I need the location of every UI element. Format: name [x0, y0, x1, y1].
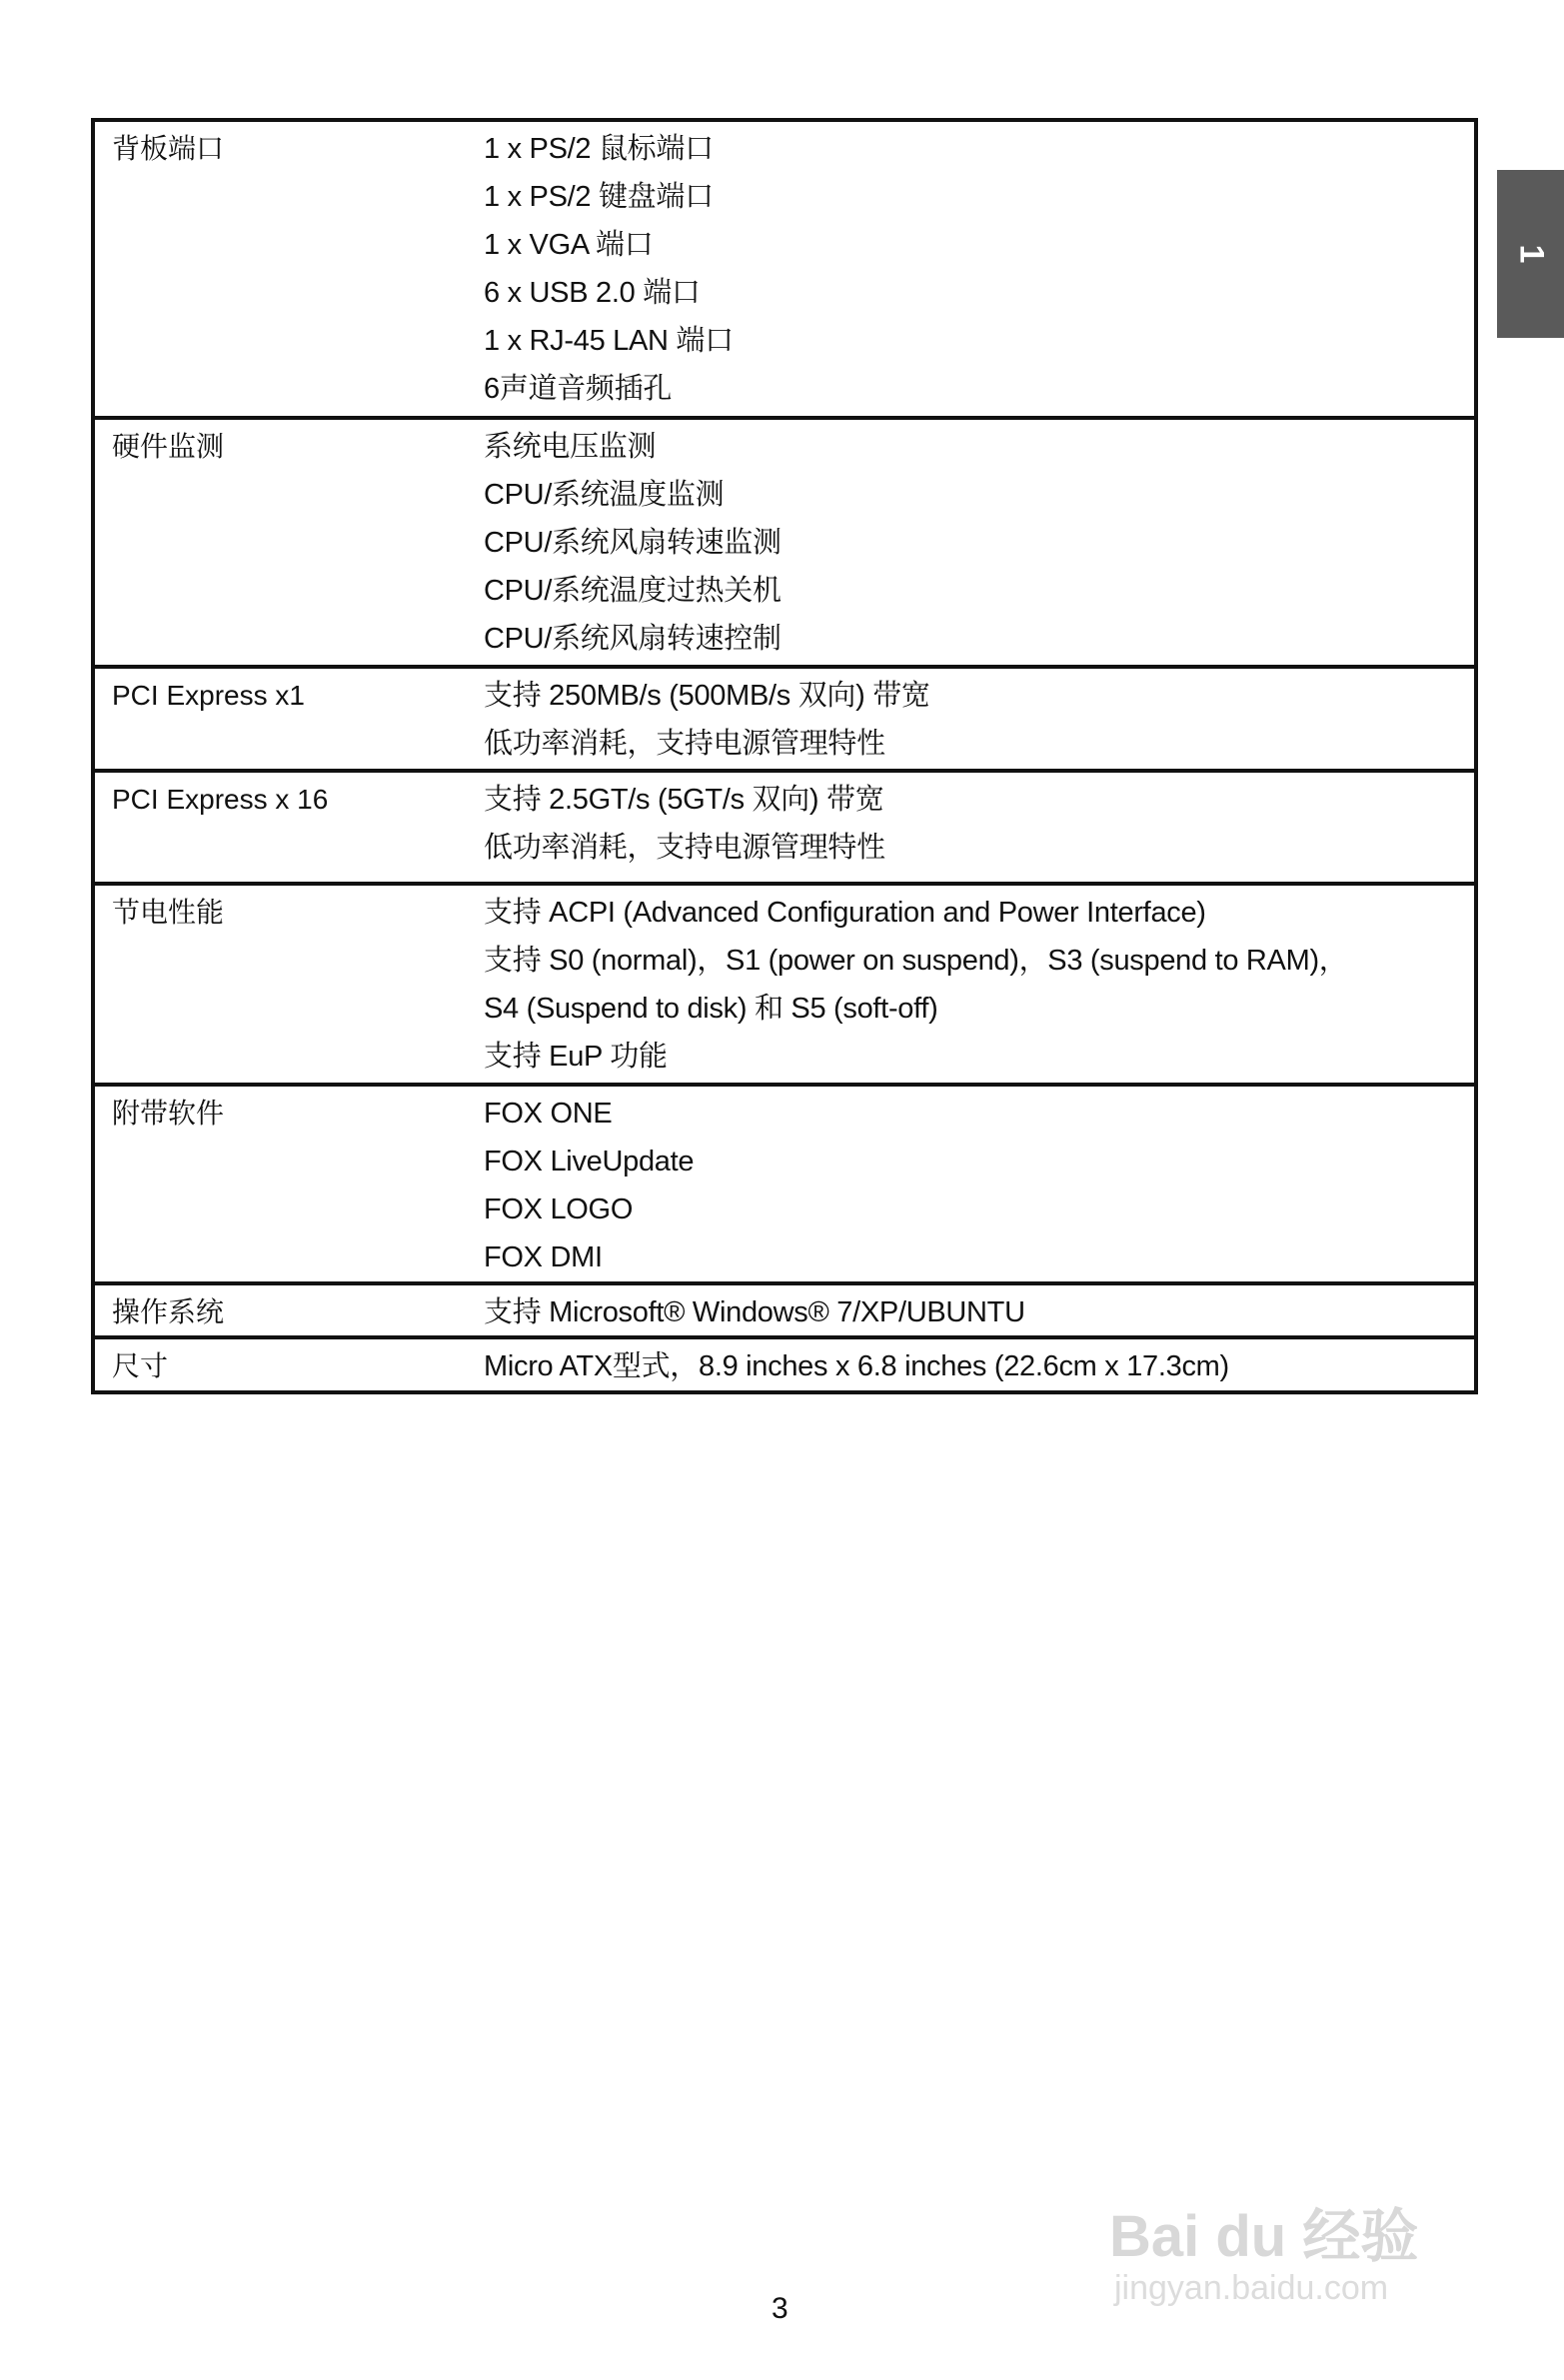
- row-value: Micro ATX型式，8.9 inches x 6.8 inches (22.6cm x 17.3cm): [484, 1350, 1229, 1382]
- row-label: 背板端口: [112, 133, 225, 164]
- spec-row-os: [95, 1281, 1474, 1335]
- row-label: PCI Express x 16: [112, 784, 329, 815]
- row-value: FOX LOGO: [484, 1193, 634, 1225]
- row-label: PCI Express x1: [112, 680, 305, 711]
- spec-row-dimensions: [95, 1335, 1474, 1390]
- row-value: 系统电压监测: [484, 431, 657, 463]
- row-value: 6声道音频插孔: [484, 373, 673, 405]
- row-value: 低功率消耗，支持电源管理特性: [484, 832, 885, 864]
- row-label: 操作系统: [112, 1296, 225, 1327]
- row-label: 硬件监测: [112, 431, 225, 462]
- row-value: CPU/系统温度监测: [484, 479, 725, 511]
- row-value: CPU/系统风扇转速控制: [484, 623, 782, 655]
- spec-row-hardware-monitor: [95, 416, 1474, 665]
- row-label: 节电性能: [112, 897, 225, 928]
- row-value: FOX LiveUpdate: [484, 1146, 695, 1178]
- chapter-number: 1: [1512, 244, 1550, 264]
- row-value: FOX ONE: [484, 1098, 613, 1130]
- row-value: CPU/系统温度过热关机: [484, 575, 782, 607]
- spec-row-rear-ports: [95, 122, 1474, 416]
- row-value: 支持 250MB/s (500MB/s 双向) 带宽: [484, 680, 930, 712]
- spec-table: [91, 118, 1478, 1394]
- watermark-url: jingyan.baidu.com: [1114, 2269, 1389, 2307]
- row-value: 支持 EuP 功能: [484, 1041, 668, 1073]
- row-value: 支持 Microsoft® Windows® 7/XP/UBUNTU: [484, 1296, 1025, 1328]
- row-label: 附带软件: [112, 1098, 225, 1129]
- row-value: 1 x PS/2 键盘端口: [484, 181, 714, 213]
- spec-row-pcie-x16: [95, 769, 1474, 882]
- row-value: 1 x VGA 端口: [484, 229, 654, 261]
- row-value: 1 x PS/2 鼠标端口: [484, 133, 714, 165]
- page-number: 3: [772, 2292, 788, 2325]
- row-label: 尺寸: [112, 1350, 169, 1381]
- spec-row-power-saving: [95, 882, 1474, 1083]
- watermark-logo: Bai du 经验: [1109, 2204, 1419, 2269]
- row-value: 6 x USB 2.0 端口: [484, 277, 701, 309]
- row-value: 低功率消耗，支持电源管理特性: [484, 728, 885, 760]
- spec-row-bundled-software: [95, 1083, 1474, 1281]
- row-value: 支持 ACPI (Advanced Configuration and Power Interface): [484, 897, 1206, 929]
- row-value: S4 (Suspend to disk) 和 S5 (soft-off): [484, 993, 938, 1025]
- row-value: 支持 S0 (normal)，S1 (power on suspend)，S3 (suspend to RAM)，: [484, 945, 1348, 977]
- chapter-tab: [1497, 170, 1564, 338]
- row-value: 1 x RJ-45 LAN 端口: [484, 325, 734, 357]
- row-value: FOX DMI: [484, 1241, 603, 1273]
- row-value: CPU/系统风扇转速监测: [484, 527, 782, 559]
- spec-row-pcie-x1: [95, 665, 1474, 769]
- row-value: 支持 2.5GT/s (5GT/s 双向) 带宽: [484, 784, 884, 816]
